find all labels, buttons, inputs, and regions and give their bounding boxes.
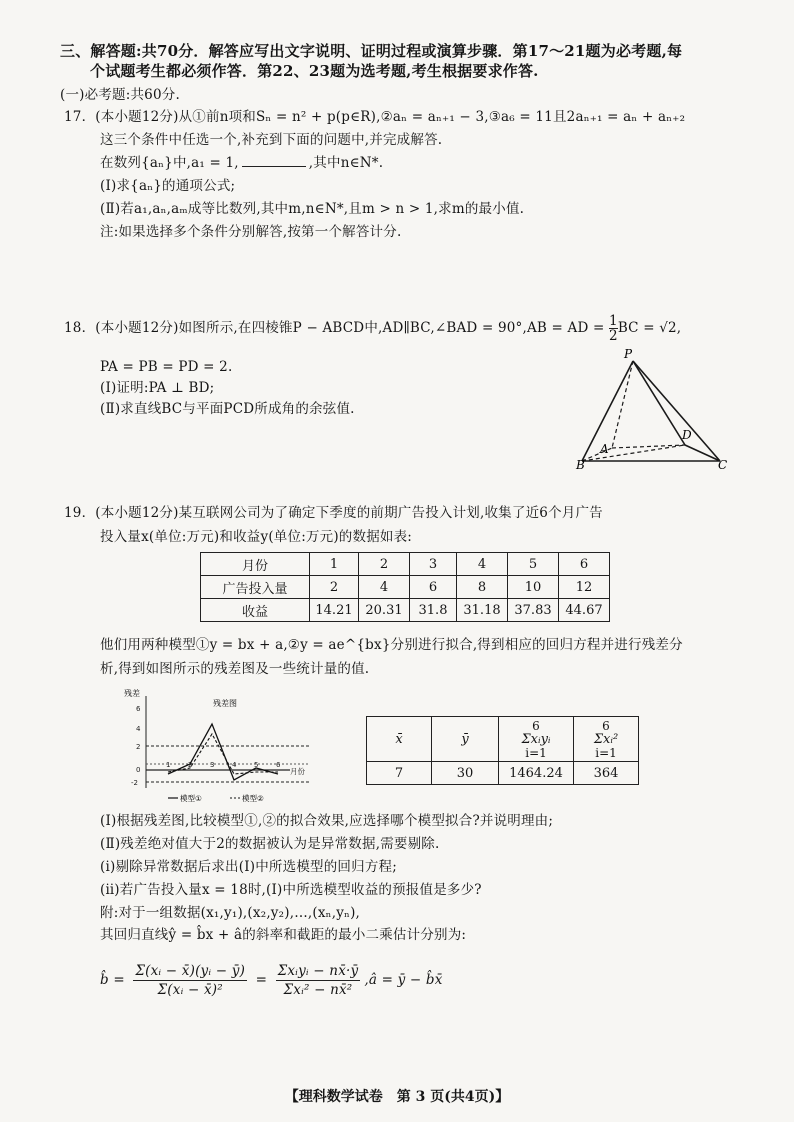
sum-lower-limit: i=1 <box>525 745 547 760</box>
y-tick-label: 4 <box>136 725 141 733</box>
table-cell: 10 <box>508 576 559 599</box>
header-sum-xy <box>499 717 574 762</box>
table-cell: 6 <box>559 553 610 576</box>
q18-part1: (Ⅰ)证明:PA ⊥ BD; <box>100 380 215 396</box>
page-footer: 【理科数学试卷 第 3 页(共4页)】 <box>284 1089 510 1105</box>
table-cell: 7 <box>367 762 432 785</box>
x-tick-label: 2 <box>188 761 193 769</box>
numerator-1: Σ(xᵢ − x̄)(yᵢ − ȳ) <box>135 963 246 979</box>
chart-ylabel: 残差 <box>124 689 140 698</box>
sum-lower-limit: i=1 <box>595 745 617 760</box>
y-tick-label: 0 <box>136 766 141 774</box>
table-cell: 收益 <box>201 599 310 622</box>
q18-line1-start: 18．(本小题12分)如图所示,在四棱锥P − ABCD中,AD∥BC,∠BAD = 90°,AB = AD = <box>64 320 605 336</box>
q19-line2: 投入量x(单位:万元)和收益y(单位:万元)的数据如表: <box>100 529 413 545</box>
numerator-2: Σxᵢyᵢ − nx̄·ȳ <box>277 963 359 979</box>
header-sum-x2 <box>574 717 639 762</box>
chart-title: 残差图 <box>213 699 237 708</box>
q19-part2: (Ⅱ)残差绝对值大于2的数据被认为是异常数据,需要剔除. <box>100 836 440 852</box>
table-cell: 4 <box>359 576 410 599</box>
sum-x2-expression: Σxᵢ² <box>593 731 619 747</box>
table-cell: 1464.24 <box>499 762 574 785</box>
q17-note: 注:如果选择多个条件分别解答,按第一个解答计分. <box>100 224 402 240</box>
table-cell: 6 <box>410 576 457 599</box>
x-tick-label: 5 <box>254 761 259 769</box>
table-row <box>201 553 610 576</box>
fraction-denominator: 2 <box>609 328 618 344</box>
x-tick-label: 1 <box>166 761 171 769</box>
regression-formula <box>100 962 443 999</box>
data-table <box>200 552 610 622</box>
vertex-label-d: D <box>682 428 692 442</box>
table-cell: 12 <box>559 576 610 599</box>
table-cell: 月份 <box>201 553 310 576</box>
pyramid-figure <box>570 345 730 470</box>
header-x-mean: x̄ <box>367 717 432 762</box>
header-y-mean: ȳ <box>432 717 499 762</box>
q18-part2: (Ⅱ)求直线BC与平面PCD所成角的余弦值. <box>100 401 355 417</box>
x-tick-label: 3 <box>210 761 215 769</box>
table-row <box>201 576 610 599</box>
section-heading: 三、解答题:共70分．解答应写出文字说明、证明过程或演算步骤．第17～21题为必考题,每 <box>60 42 683 60</box>
q17-line2: 这三个条件中任选一个,补充到下面的问题中,并完成解答. <box>100 132 443 148</box>
b-hat-label: b̂ = <box>100 972 125 988</box>
table-cell: 364 <box>574 762 639 785</box>
y-tick-label: -2 <box>131 779 138 787</box>
residual-chart <box>118 688 318 806</box>
q18-line1-end: BC = √2, <box>617 320 682 336</box>
y-tick-label: 6 <box>136 705 141 713</box>
table-cell: 44.67 <box>559 599 610 622</box>
q19-line1: 19．(本小题12分)某互联网公司为了确定下季度的前期广告投入计划,收集了近6个月广告 <box>64 505 603 521</box>
table-cell: 4 <box>457 553 508 576</box>
table-cell: 2 <box>359 553 410 576</box>
table-cell: 广告投入量 <box>201 576 310 599</box>
table-cell: 3 <box>410 553 457 576</box>
q17-part1: (Ⅰ)求{aₙ}的通项公式; <box>100 178 236 194</box>
table-cell: 31.18 <box>457 599 508 622</box>
vertex-label-c: C <box>718 458 728 470</box>
q17-line3 <box>100 154 383 172</box>
q19-appendix2: 其回归直线ŷ = b̂x + â的斜率和截距的最小二乘估计分别为: <box>100 927 467 943</box>
q19-sub1: (ⅰ)剔除异常数据后求出(Ⅰ)中所选模型的回归方程; <box>100 859 397 875</box>
x-tick-label: 4 <box>232 761 237 769</box>
denominator-2: Σxᵢ² − nx̄² <box>283 982 353 998</box>
sum-upper-limit: 6 <box>532 718 540 733</box>
vertex-label-b: B <box>576 458 585 470</box>
table-cell: 2 <box>310 576 359 599</box>
table-cell: 1 <box>310 553 359 576</box>
legend-model2: 模型② <box>242 794 264 803</box>
q17-line3-start: 在数列{aₙ}中,a₁ = 1, <box>100 155 239 171</box>
y-tick-label: 2 <box>136 743 141 751</box>
table-row <box>367 762 639 785</box>
vertex-label-a: A <box>600 442 609 456</box>
fill-in-blank <box>242 154 306 167</box>
section-heading-cont: 个试题考生都必须作答．第22、23题为选考题,考生根据要求作答. <box>90 62 539 80</box>
fraction-numerator: 1 <box>609 313 618 329</box>
fraction-covariance <box>133 962 247 999</box>
table-row <box>367 717 639 762</box>
table-cell: 14.21 <box>310 599 359 622</box>
legend-model1: 模型① <box>180 794 202 803</box>
q19-sub2: (ⅱ)若广告投入量x = 18时,(Ⅰ)中所选模型收益的预报值是多少? <box>100 882 482 898</box>
q17-part2: (Ⅱ)若a₁,aₙ,aₘ成等比数列,其中m,n∈N*,且m > n > 1,求m的最小值. <box>100 201 525 217</box>
q19-line4: 析,得到如图所示的残差图及一些统计量的值. <box>100 661 370 677</box>
q19-line3: 他们用两种模型①y = bx + a,②y = ae^{bx}分别进行拟合,得到相应的回归方程并进行残差分 <box>100 637 683 653</box>
q18-line1 <box>64 314 681 343</box>
fraction-one-half <box>609 314 618 343</box>
q18-line2: PA = PB = PD = 2. <box>100 359 233 375</box>
statistics-table <box>366 716 639 785</box>
table-cell: 20.31 <box>359 599 410 622</box>
table-cell: 37.83 <box>508 599 559 622</box>
intercept-formula: ,â = ȳ − b̂x̄ <box>364 972 443 988</box>
required-heading: (一)必考题:共60分. <box>60 87 180 103</box>
table-cell: 30 <box>432 762 499 785</box>
q19-appendix1: 附:对于一组数据(x₁,y₁),(x₂,y₂),…,(xₙ,yₙ), <box>100 905 361 921</box>
q17-line1: 17．(本小题12分)从①前n项和Sₙ = n² + p(p∈R),②aₙ = aₙ₊₁ − 3,③a₆ = 11且2aₙ₊₁ = aₙ + aₙ₊₂ <box>64 109 686 125</box>
equals-sign: = <box>255 972 268 988</box>
model2-series <box>168 734 278 774</box>
denominator-1: Σ(xᵢ − x̄)² <box>157 982 223 998</box>
sum-upper-limit: 6 <box>602 718 610 733</box>
table-cell: 5 <box>508 553 559 576</box>
table-row <box>201 599 610 622</box>
chart-xlabel: 月份 <box>290 767 305 776</box>
q19-part1: (Ⅰ)根据残差图,比较模型①,②的拟合效果,应选择哪个模型拟合?并说明理由; <box>100 813 554 829</box>
table-cell: 31.8 <box>410 599 457 622</box>
table-cell: 8 <box>457 576 508 599</box>
x-tick-label: 6 <box>276 761 281 769</box>
fraction-computational <box>276 962 361 999</box>
vertex-label-p: P <box>624 347 633 361</box>
sum-xy-expression: Σxᵢyᵢ <box>521 731 551 747</box>
q17-line3-end: ,其中n∈N*. <box>308 155 384 171</box>
